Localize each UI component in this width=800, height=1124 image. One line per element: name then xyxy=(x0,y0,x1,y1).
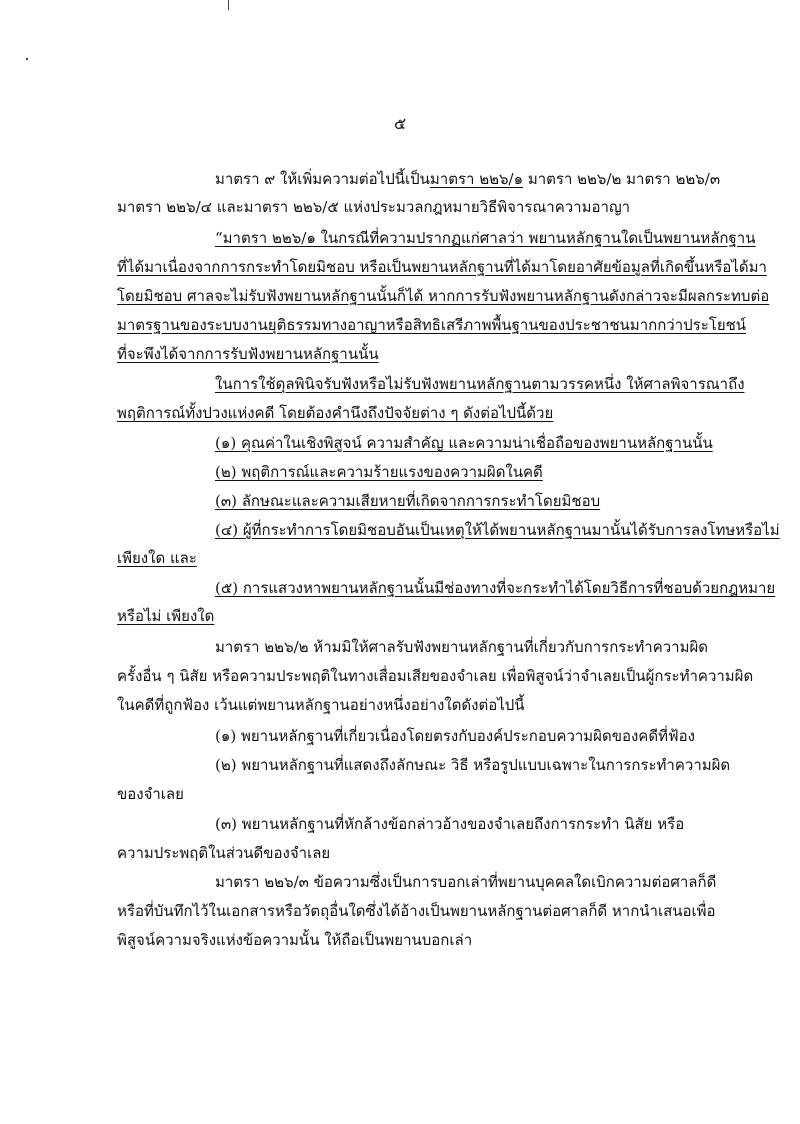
section-9-line-1: มาตรา ๙ ให้เพิ่มความต่อไปนี้เป็นมาตรา ๒๒๖/๑ มาตรา ๒๒๖/๒ มาตรา ๒๒๖/๓ xyxy=(215,170,721,188)
s226-1-para-2-line-1: ในการใช้ดุลพินิจรับฟังหรือไม่รับฟังพยานหลักฐานตามวรรคหนึ่ง ให้ศาลพิจารณาถึง xyxy=(215,375,745,393)
s226-1-line-3: โดยมิชอบ ศาลจะไม่รับฟังพยานหลักฐานนั้นก็ได้ หากการรับฟังพยานหลักฐานดังกล่าวจะมีผลกระทบต่อ xyxy=(117,287,770,305)
s226-2-item-2-line-2: ของจำเลย xyxy=(117,785,184,803)
page-number: ๕ xyxy=(393,114,407,133)
s226-1-item-1: (๑) คุณค่าในเชิงพิสูจน์ ความสำคัญ และความน่าเชื่อถือของพยานหลักฐานนั้น xyxy=(215,434,713,452)
s226-1-item-4-line-1: (๔) ผู้ที่กระทำการโดยมิชอบอันเป็นเหตุให้ได้พยานหลักฐานมานั้นได้รับการลงโทษหรือไม่ xyxy=(215,521,780,539)
s226-3-line-1: มาตรา ๒๒๖/๓ ข้อความซึ่งเป็นการบอกเล่าที่พยานบุคคลใดเบิกความต่อศาลก็ดี xyxy=(215,873,717,891)
s226-1-para-2-line-2: พฤติการณ์ทั้งปวงแห่งคดี โดยต้องคำนึงถึงปัจจัยต่าง ๆ ดังต่อไปนี้ด้วย xyxy=(117,404,554,422)
s226-1-item-3: (๓) ลักษณะและความเสียหายที่เกิดจากการกระทำโดยมิชอบ xyxy=(215,492,601,510)
scan-mark-top xyxy=(228,0,229,10)
s226-1-item-5-line-2: หรือไม่ เพียงใด xyxy=(117,607,215,625)
s226-2-item-3-line-1: (๓) พยานหลักฐานที่หักล้างข้อกล่าวอ้างของจำเลยถึงการกระทำ นิสัย หรือ xyxy=(215,815,685,833)
scan-speck xyxy=(26,58,28,60)
s226-1-line-1: “มาตรา ๒๒๖/๑ ในกรณีที่ความปรากฏแก่ศาลว่า พยานหลักฐานใดเป็นพยานหลักฐาน xyxy=(215,229,756,247)
s226-1-line-4: มาตรฐานของระบบงานยุติธรรมทางอาญาหรือสิทธิเสรีภาพพื้นฐานของประชาชนมากกว่าประโยชน์ xyxy=(117,316,747,334)
s226-2-line-1: มาตรา ๒๒๖/๒ ห้ามมิให้ศาลรับฟังพยานหลักฐานที่เกี่ยวกับการกระทำความผิด xyxy=(215,638,709,656)
section-9-line-2: มาตรา ๒๒๖/๔ และมาตรา ๒๒๖/๕ แห่งประมวลกฎหมายวิธีพิจารณาความอาญา xyxy=(117,198,631,216)
s226-1-line-2: ที่ได้มาเนื่องจากการกระทำโดยมิชอบ หรือเป็นพยานหลักฐานที่ได้มาโดยอาศัยข้อมูลที่เกิดขึ้นหรือได้มา xyxy=(117,258,767,276)
s226-1-item-5-line-1: (๕) การแสวงหาพยานหลักฐานนั้นมีช่องทางที่จะกระทำได้โดยวิธีการที่ชอบด้วยกฎหมาย xyxy=(215,579,776,597)
s226-3-line-2: หรือที่บันทึกไว้ในเอกสารหรือวัตถุอื่นใดซึ่งได้อ้างเป็นพยานหลักฐานต่อศาลก็ดี หากนำเสนอเพื่อ xyxy=(117,902,716,920)
s226-1-line-5: ที่จะพึงได้จากการรับฟังพยานหลักฐานนั้น xyxy=(117,345,379,363)
s226-1-item-2: (๒) พฤติการณ์และความร้ายแรงของความผิดในคดี xyxy=(215,463,543,481)
s226-2-line-2: ครั้งอื่น ๆ นิสัย หรือความประพฤติในทางเสื่อมเสียของจำเลย เพื่อพิสูจน์ว่าจำเลยเป็นผู้กระทำความผิด xyxy=(117,667,754,685)
s226-2-line-3: ในคดีที่ถูกฟ้อง เว้นแต่พยานหลักฐานอย่างหนึ่งอย่างใดดังต่อไปนี้ xyxy=(117,696,525,714)
s226-3-line-3: พิสูจน์ความจริงแห่งข้อความนั้น ให้ถือเป็นพยานบอกเล่า xyxy=(117,931,473,949)
s226-2-item-3-line-2: ความประพฤติในส่วนดีของจำเลย xyxy=(117,844,331,862)
s226-1-item-4-line-2: เพียงใด และ xyxy=(117,549,197,567)
s226-2-item-1: (๑) พยานหลักฐานที่เกี่ยวเนื่องโดยตรงกับองค์ประกอบความผิดของคดีที่ฟ้อง xyxy=(215,727,695,745)
s226-2-item-2-line-1: (๒) พยานหลักฐานที่แสดงถึงลักษณะ วิธี หรือรูปแบบเฉพาะในการกระทำความผิด xyxy=(215,756,731,774)
